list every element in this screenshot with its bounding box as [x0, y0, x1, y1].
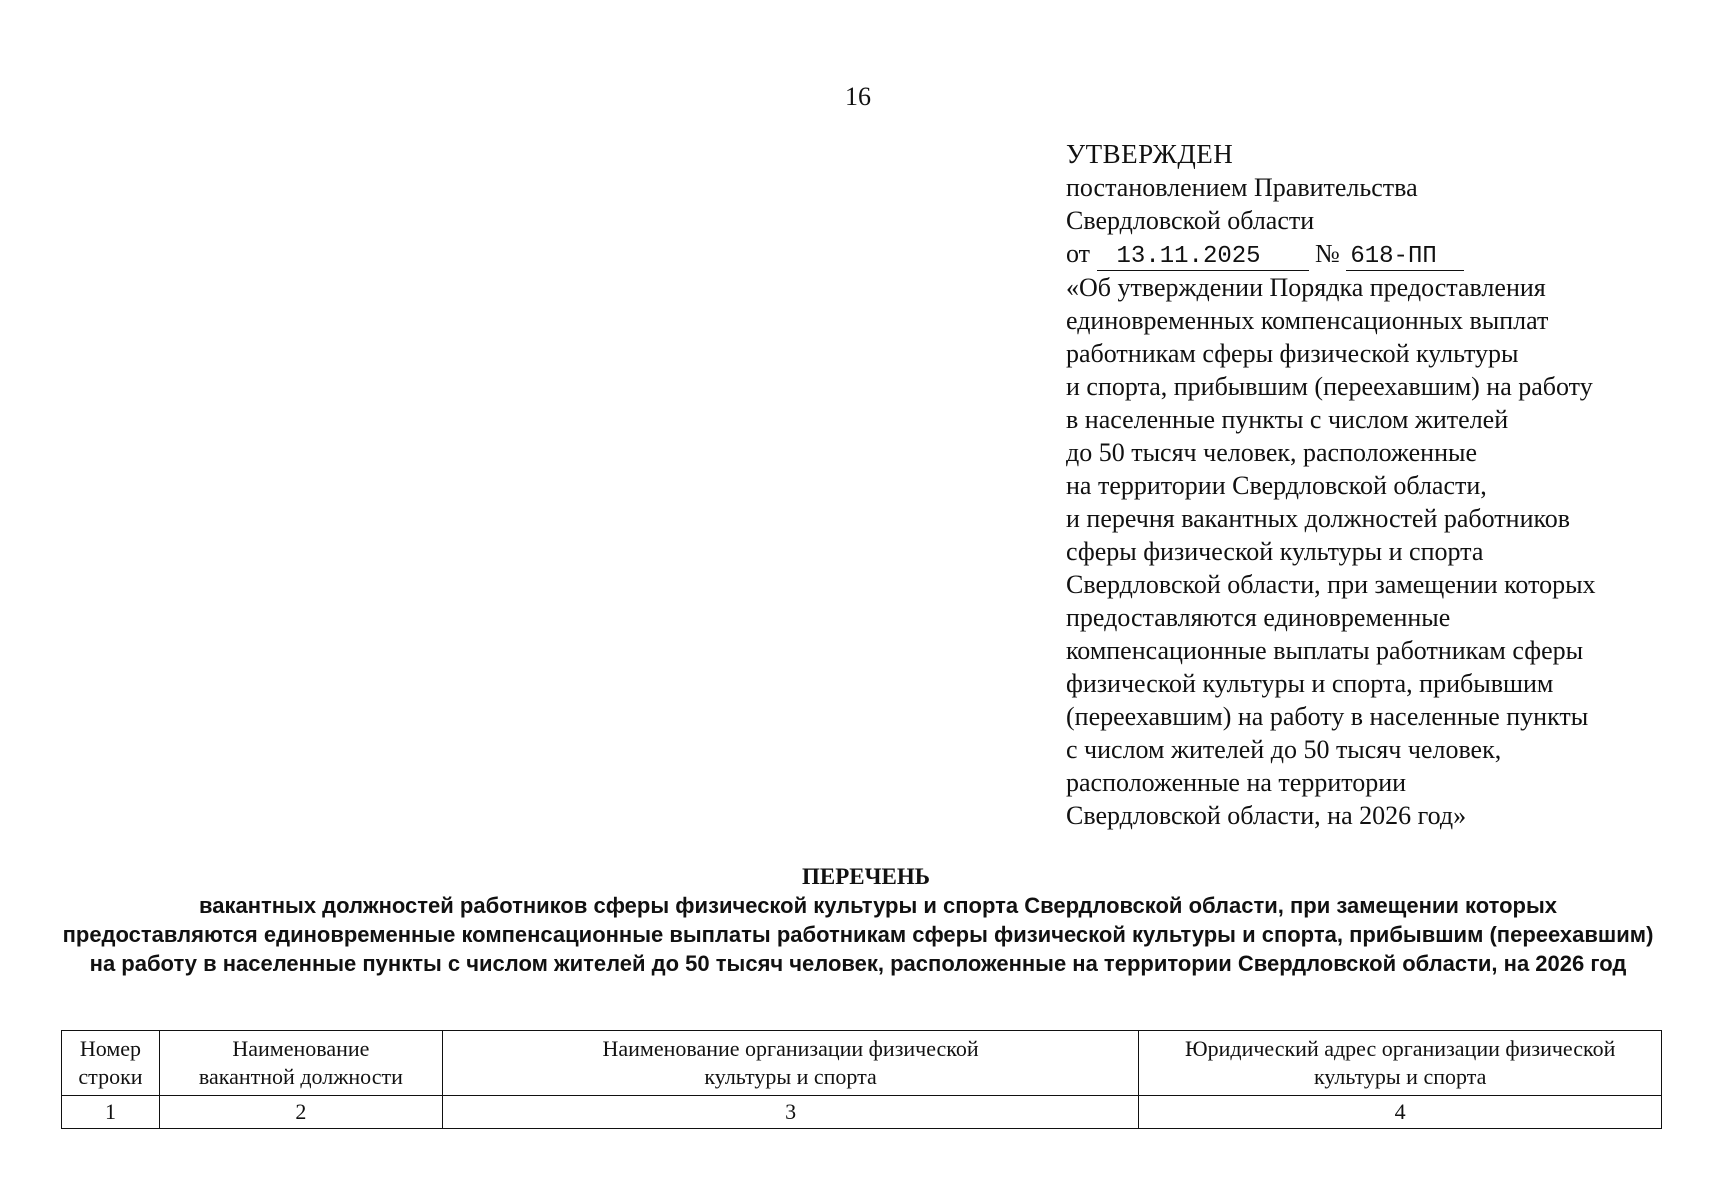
- decree-date: 13.11.2025: [1097, 243, 1309, 271]
- header-legal-address: [1139, 1031, 1662, 1096]
- header-line: культуры и спорта: [1313, 1064, 1487, 1089]
- table-cell: 2: [159, 1096, 442, 1129]
- decree-title-line: работникам сферы физической культуры: [1066, 339, 1519, 368]
- decree-title-line: и перечня вакантных должностей работников: [1066, 504, 1571, 533]
- decree-title-line: расположенные на территории: [1066, 768, 1407, 797]
- vacancies-table: [61, 1030, 1662, 1129]
- header-line: Юридический адрес организации физической: [1184, 1036, 1616, 1061]
- list-subtitle-line: предоставляются единовременные компенсационные выплаты работникам сферы физической культуры и спорта, прибывшим (переехавшим): [62, 922, 1654, 947]
- header-organization-name: [442, 1031, 1138, 1096]
- decree-title-line: компенсационные выплаты работникам сферы: [1066, 636, 1584, 665]
- number-sign: №: [1315, 239, 1340, 268]
- decree-title-line: единовременных компенсационных выплат: [1066, 306, 1549, 335]
- decree-title-line: в населенные пункты с числом жителей: [1066, 405, 1509, 434]
- decree-title-line: Свердловской области, на 2026 год»: [1066, 801, 1467, 830]
- table-cell: 3: [442, 1096, 1138, 1129]
- approval-line-1: постановлением Правительства: [1066, 173, 1418, 202]
- list-subtitle-line: вакантных должностей работников сферы физической культуры и спорта Свердловской области, при замещении которых: [198, 893, 1558, 918]
- decree-title-line: физической культуры и спорта, прибывшим: [1066, 669, 1554, 698]
- header-line: вакантной должности: [198, 1064, 403, 1089]
- decree-title-line: на территории Свердловской области,: [1066, 471, 1487, 500]
- table-row: [62, 1096, 1662, 1129]
- decree-title-line: до 50 тысяч человек, расположенные: [1066, 438, 1477, 467]
- page-number: 16: [845, 82, 871, 111]
- header-line: Наименование: [232, 1036, 370, 1061]
- decree-title-line: (переехавшим) на работу в населенные пункты: [1066, 702, 1589, 731]
- decree-title-line: предоставляются единовременные: [1066, 603, 1451, 632]
- list-title: [0, 862, 1716, 978]
- table-cell: 1: [62, 1096, 160, 1129]
- header-line: культуры и спорта: [704, 1064, 877, 1089]
- decree-number: 618-ПП: [1346, 243, 1464, 271]
- header-line: строки: [78, 1064, 143, 1089]
- header-position-name: [159, 1031, 442, 1096]
- approval-stamp: [1066, 138, 1706, 832]
- header-line: Номер: [79, 1036, 142, 1061]
- decree-title: [1066, 271, 1706, 832]
- approved-title: УТВЕРЖДЕН: [1066, 139, 1234, 169]
- header-line: Наименование организации физической: [602, 1036, 979, 1061]
- approval-line-2: Свердловской области: [1066, 206, 1315, 235]
- table-header-row: [62, 1031, 1662, 1096]
- approval-date-line: [1066, 237, 1706, 271]
- header-row-number: [62, 1031, 160, 1096]
- decree-title-line: с числом жителей до 50 тысяч человек,: [1066, 735, 1502, 764]
- decree-title-line: сферы физической культуры и спорта: [1066, 537, 1484, 566]
- decree-title-line: и спорта, прибывшим (переехавшим) на работу: [1066, 372, 1593, 401]
- decree-title-line: «Об утверждении Порядка предоставления: [1066, 273, 1546, 302]
- list-heading: ПЕРЕЧЕНЬ: [802, 864, 930, 889]
- list-subtitle-line: на работу в населенные пункты с числом жителей до 50 тысяч человек, расположенные на территории Свердловской области, на 2026 год: [89, 951, 1627, 976]
- table-cell: 4: [1139, 1096, 1662, 1129]
- date-prefix: от: [1066, 239, 1091, 268]
- decree-title-line: Свердловской области, при замещении которых: [1066, 570, 1596, 599]
